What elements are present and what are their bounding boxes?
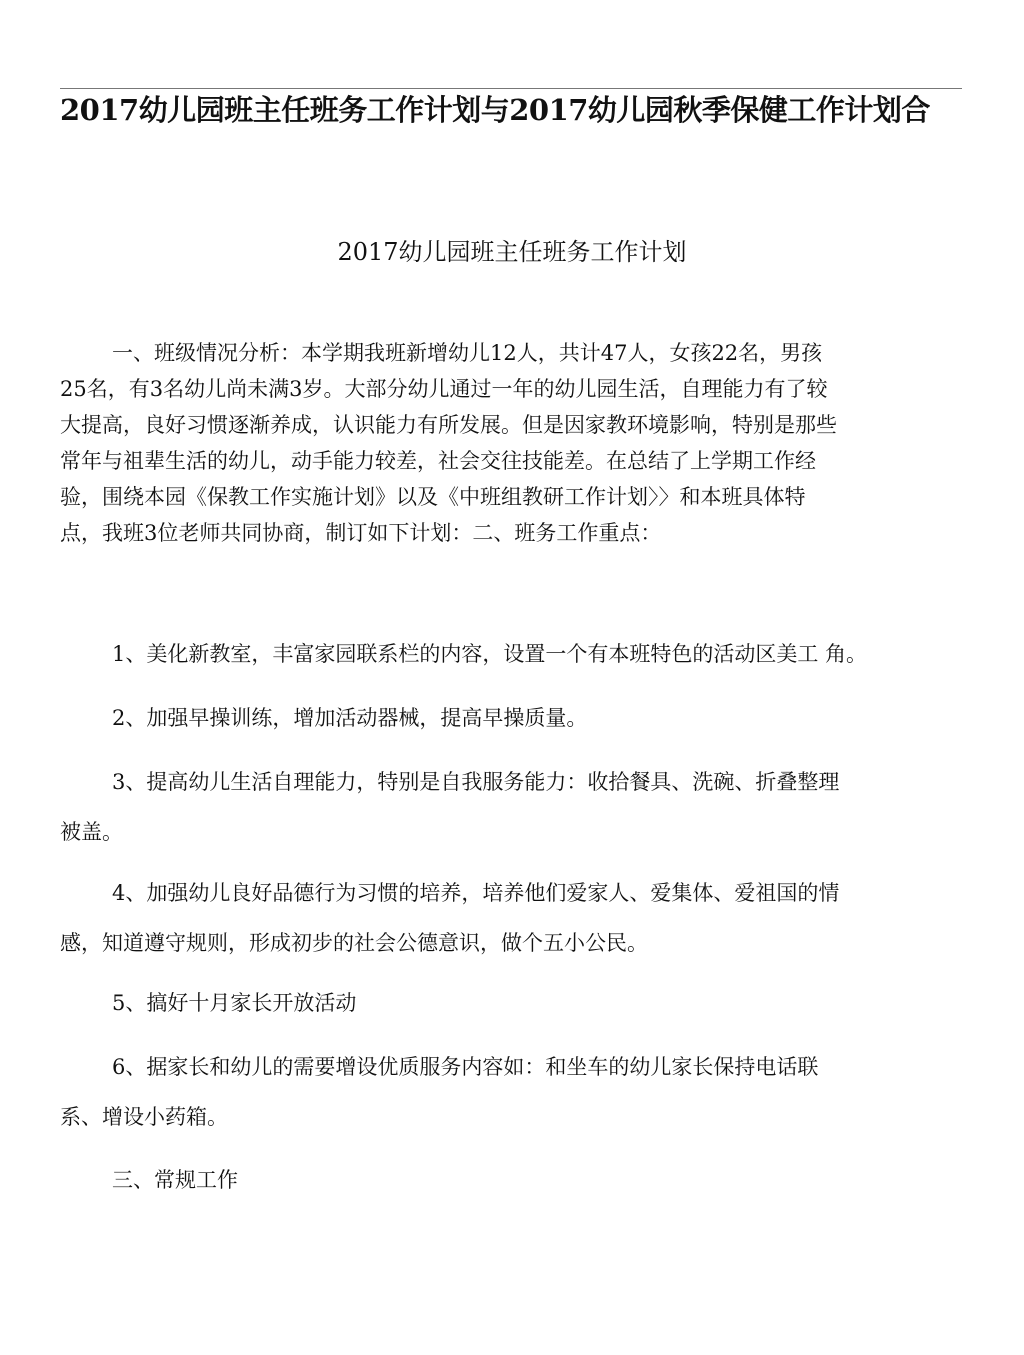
paragraph-line: 25名，有3名幼儿尚未满3岁。大部分幼儿通过一年的幼儿园生活，自理能力有了较 — [60, 377, 828, 401]
list-item-4 — [60, 875, 960, 961]
section-title: 2017幼儿园班主任班务工作计划 — [337, 238, 687, 266]
document-title: 2017幼儿园班主任班务工作计划与2017幼儿园秋季保健工作计划合 — [60, 93, 930, 127]
paragraph-line: 系、增设小药箱。 — [60, 1105, 228, 1129]
list-item-5 — [60, 985, 960, 1021]
paragraph-line: 大提高，良好习惯逐渐养成，认识能力有所发展。但是因家教环境影响，特别是那些 — [60, 413, 837, 437]
paragraph-line: 感，知道遵守规则，形成初步的社会公德意识，做个五小公民。 — [60, 931, 648, 955]
paragraph-line: 4、加强幼儿良好品德行为习惯的培养，培养他们爱家人、爱集体、爱祖国的情 — [112, 881, 840, 905]
paragraph-line: 常年与祖辈生活的幼儿，动手能力较差，社会交往技能差。在总结了上学期工作经 — [60, 449, 816, 473]
paragraph-line: 2、加强早操训练，增加活动器械，提高早操质量。 — [112, 706, 588, 730]
section-heading-routine-work — [60, 1162, 960, 1198]
list-item-1 — [60, 636, 960, 672]
paragraph-line: 一、班级情况分析：本学期我班新增幼儿12人，共计47人，女孩22名，男孩 — [112, 341, 823, 365]
paragraph-line: 6、据家长和幼儿的需要增设优质服务内容如：和坐车的幼儿家长保持电话联 — [112, 1055, 819, 1079]
paragraph-line: 被盖。 — [60, 820, 123, 844]
paragraph-line: 1、美化新教室，丰富家园联系栏的内容，设置一个有本班特色的活动区美工 角。 — [112, 642, 868, 666]
paragraph-line: 三、常规工作 — [112, 1168, 238, 1192]
paragraph-class-analysis — [60, 335, 960, 551]
list-item-3 — [60, 764, 960, 850]
paragraph-line: 3、提高幼儿生活自理能力，特别是自我服务能力：收拾餐具、洗碗、折叠整理 — [112, 770, 840, 794]
paragraph-line: 验，围绕本园《保教工作实施计划》以及《中班组教研工作计划〉〉和本班具体特 — [60, 485, 806, 509]
list-item-6 — [60, 1049, 960, 1135]
paragraph-line: 点，我班3位老师共同协商，制订如下计划：二、班务工作重点： — [60, 521, 662, 545]
paragraph-line: 5、搞好十月家长开放活动 — [112, 991, 357, 1015]
list-item-2 — [60, 700, 960, 736]
